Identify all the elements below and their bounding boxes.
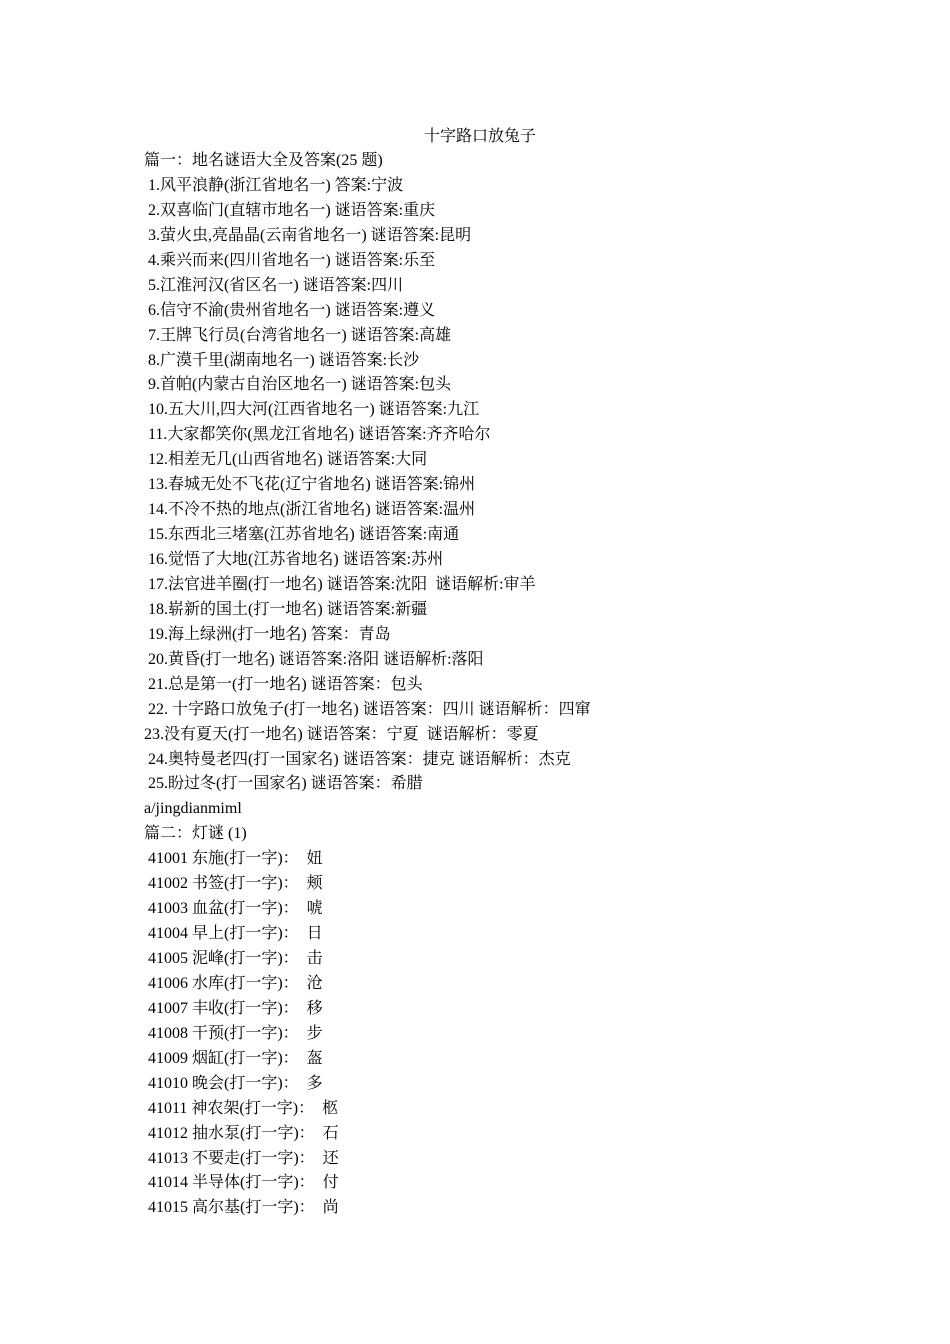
list-item: 3.萤火虫,亮晶晶(云南省地名一) 谜语答案:昆明 xyxy=(148,226,472,244)
list-item: 41014 半导体(打一字)： 付 xyxy=(148,1174,339,1192)
list-item: 41015 高尔基(打一字)： 尚 xyxy=(148,1199,339,1217)
list-item: 41009 烟缸(打一字)： 盔 xyxy=(148,1049,323,1067)
list-item: 8.广漠千里(湖南地名一) 谜语答案:长沙 xyxy=(148,351,420,369)
list-item: 16.觉悟了大地(江苏省地名) 谜语答案:苏州 xyxy=(148,551,444,568)
list-item: 41011 神农架(打一字)： 柩 xyxy=(148,1099,339,1117)
list-item: 5.江淮河汉(省区名一) 谜语答案:四川 xyxy=(148,276,404,294)
list-item: 41008 干预(打一字)： 步 xyxy=(148,1024,323,1042)
list-item: 41003 血盆(打一字)： 唬 xyxy=(148,900,323,918)
list-item: 15.东西北三堵塞(江苏省地名) 谜语答案:南通 xyxy=(148,526,460,544)
list-item: 41006 水库(打一字)： 沧 xyxy=(148,974,323,992)
list-item: 12.相差无几(山西省地名) 谜语答案:大同 xyxy=(148,451,428,469)
list-item: 41007 丰收(打一字)： 移 xyxy=(148,999,323,1017)
list-item: 41002 书签(打一字)： 颊 xyxy=(148,875,323,893)
list-item: 41013 不要走(打一字)： 还 xyxy=(148,1149,339,1167)
list-item: 6.信守不渝(贵州省地名一) 谜语答案:遵义 xyxy=(148,301,436,319)
list-item: 41004 早上(打一字)： 日 xyxy=(148,925,323,943)
list-item: 17.法官进羊圈(打一地名) 谜语答案:沈阳 谜语解析:审羊 xyxy=(148,575,536,593)
list-item: 24.奥特曼老四(打一国家名) 谜语答案：捷克 谜语解析：杰克 xyxy=(148,750,571,768)
list-item: 9.首帕(内蒙古自治区地名一) 谜语答案:包头 xyxy=(148,376,452,394)
list-item: 23.没有夏天(打一地名) 谜语答案：宁夏 谜语解析：零夏 xyxy=(144,725,539,743)
document-body xyxy=(144,149,864,1221)
section2-heading: 篇二：灯谜 (1) xyxy=(144,825,247,843)
list-item: 41010 晚会(打一字)： 多 xyxy=(148,1074,323,1092)
list-item: 22. 十字路口放兔子(打一地名) 谜语答案：四川 谜语解析：四窜 xyxy=(148,700,591,718)
list-item: 14.不冷不热的地点(浙江省地名) 谜语答案:温州 xyxy=(148,501,476,519)
list-item: 10.五大川,四大河(江西省地名一) 谜语答案:九江 xyxy=(148,401,480,419)
list-item: 2.双喜临门(直辖市地名一) 谜语答案:重庆 xyxy=(148,201,436,219)
list-item: 20.黄昏(打一地名) 谜语答案:洛阳 谜语解析:落阳 xyxy=(148,650,484,668)
section1-heading: 篇一：地名谜语大全及答案(25 题) xyxy=(144,152,383,169)
list-item: 41005 泥峰(打一字)： 击 xyxy=(148,950,323,967)
list-item: 18.崭新的国土(打一地名) 谜语答案:新疆 xyxy=(148,600,428,618)
list-item: 25.盼过冬(打一国家名) 谜语答案：希腊 xyxy=(148,775,423,793)
section1-list xyxy=(144,174,864,797)
list-item: 21.总是第一(打一地名) 谜语答案：包头 xyxy=(148,675,423,693)
list-item: 41001 东施(打一字)： 妞 xyxy=(148,850,323,868)
document-title: 十字路口放兔子 xyxy=(423,128,536,145)
list-item: 7.王牌飞行员(台湾省地名一) 谜语答案:高雄 xyxy=(148,326,452,344)
section2-list xyxy=(144,847,864,1221)
list-item: 41012 抽水泵(打一字)： 石 xyxy=(148,1124,339,1142)
list-item: 19.海上绿洲(打一地名) 答案：青岛 xyxy=(148,625,391,643)
list-item: 1.风平浪静(浙江省地名一) 答案:宁波 xyxy=(148,176,404,194)
list-item: 4.乘兴而来(四川省地名一) 谜语答案:乐至 xyxy=(148,251,436,269)
link-text: a/jingdianmiml xyxy=(144,800,242,818)
list-item: 13.春城无处不飞花(辽宁省地名) 谜语答案:锦州 xyxy=(148,476,476,494)
list-item: 11.大家都笑你(黑龙江省地名) 谜语答案:齐齐哈尔 xyxy=(148,426,491,444)
